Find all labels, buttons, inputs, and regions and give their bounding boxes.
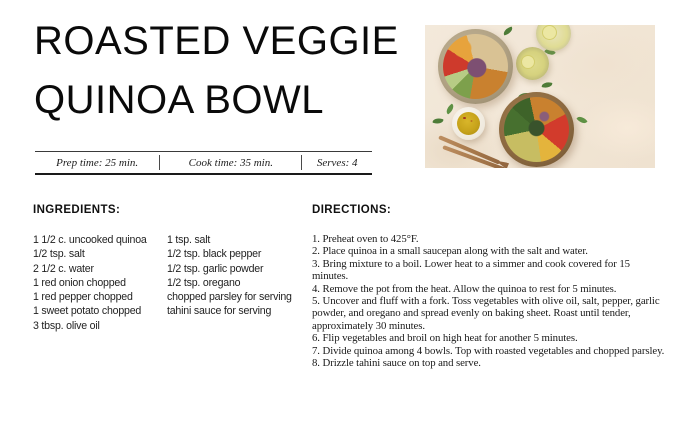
prep-time: Prep time: 25 min. bbox=[56, 156, 139, 169]
olive-oil-dish bbox=[452, 107, 485, 140]
directions-section bbox=[312, 204, 668, 369]
ingredients-section bbox=[33, 204, 308, 333]
page-title bbox=[34, 12, 399, 130]
ingredient-item: 1 1/2 c. uncooked quinoa bbox=[33, 234, 147, 246]
lemon-drink-glass bbox=[536, 25, 571, 51]
quinoa-bowl-top bbox=[438, 29, 513, 104]
olive-oil bbox=[457, 112, 480, 135]
ingredients-column-2 bbox=[167, 233, 308, 333]
ingredient-item: 1 sweet potato chopped bbox=[33, 305, 142, 318]
lemon-drink-glass bbox=[516, 47, 549, 80]
ingredient-item: chopped parsley for serving bbox=[167, 291, 292, 304]
direction-step: 6. Flip vegetables and broil on high heat for another 5 minutes. bbox=[312, 332, 578, 345]
basil-leaf-decoration bbox=[432, 117, 443, 125]
quinoa-bowl-bottom-contents bbox=[504, 97, 569, 162]
basil-leaf-decoration bbox=[542, 81, 553, 89]
ingredient-item: 1 tsp. salt bbox=[167, 234, 211, 246]
page-title-line1: ROASTED VEGGIE bbox=[34, 19, 399, 63]
basil-leaf-decoration bbox=[576, 114, 587, 125]
direction-step: 5. Uncover and fluff with a fork. Toss vegetables with olive oil, salt, pepper, garlic powder, and oregano and spread evenly on baking sheet. Roast until tender, approximately 30 minutes. bbox=[312, 295, 660, 332]
basil-leaf-decoration bbox=[502, 26, 513, 35]
basil-leaf-decoration bbox=[444, 103, 456, 114]
direction-step: 1. Preheat oven to 425°F. bbox=[312, 233, 419, 245]
wooden-fork bbox=[442, 145, 505, 168]
ingredients-column-1 bbox=[33, 233, 167, 333]
ingredient-item: 2 1/2 c. water bbox=[33, 262, 94, 275]
page-title-line2: QUINOA BOWL bbox=[34, 78, 324, 122]
ingredient-item: 1 red onion chopped bbox=[33, 276, 126, 289]
direction-step: 3. Bring mixture to a boil. Lower heat to a simmer and cook covered for 15 minutes. bbox=[312, 257, 630, 283]
ingredient-item: 1/2 tsp. salt bbox=[33, 248, 85, 261]
direction-step: 2. Place quinoa in a small saucepan along with the salt and water. bbox=[312, 245, 588, 258]
ingredient-item: tahini sauce for serving bbox=[167, 305, 272, 318]
directions-list bbox=[312, 233, 668, 369]
serves: Serves: 4 bbox=[316, 156, 358, 169]
lemon-slice bbox=[521, 55, 535, 69]
ingredient-item: 1/2 tsp. black pepper bbox=[167, 248, 262, 261]
ingredient-item: 1 red pepper chopped bbox=[33, 291, 133, 304]
direction-step: 8. Drizzle tahini sauce on top and serve. bbox=[312, 357, 481, 370]
direction-step: 7. Divide quinoa among 4 bowls. Top with roasted vegetables and chopped parsley. bbox=[312, 344, 665, 357]
recipe-photo bbox=[425, 25, 655, 168]
direction-step: 4. Remove the pot from the heat. Allow the quinoa to rest for 5 minutes. bbox=[312, 282, 617, 295]
quinoa-bowl-top-contents bbox=[443, 34, 508, 99]
ingredient-item: 1/2 tsp. oregano bbox=[167, 276, 241, 289]
quinoa-bowl-bottom bbox=[499, 92, 574, 167]
ingredient-item: 3 tbsp. olive oil bbox=[33, 319, 100, 332]
ingredient-item: 1/2 tsp. garlic powder bbox=[167, 262, 264, 275]
lemon-slice bbox=[542, 25, 557, 40]
cook-time: Cook time: 35 min. bbox=[188, 156, 273, 169]
directions-heading: DIRECTIONS: bbox=[312, 204, 392, 216]
recipe-meta-bar bbox=[35, 151, 372, 175]
ingredients-heading: INGREDIENTS: bbox=[33, 204, 121, 216]
